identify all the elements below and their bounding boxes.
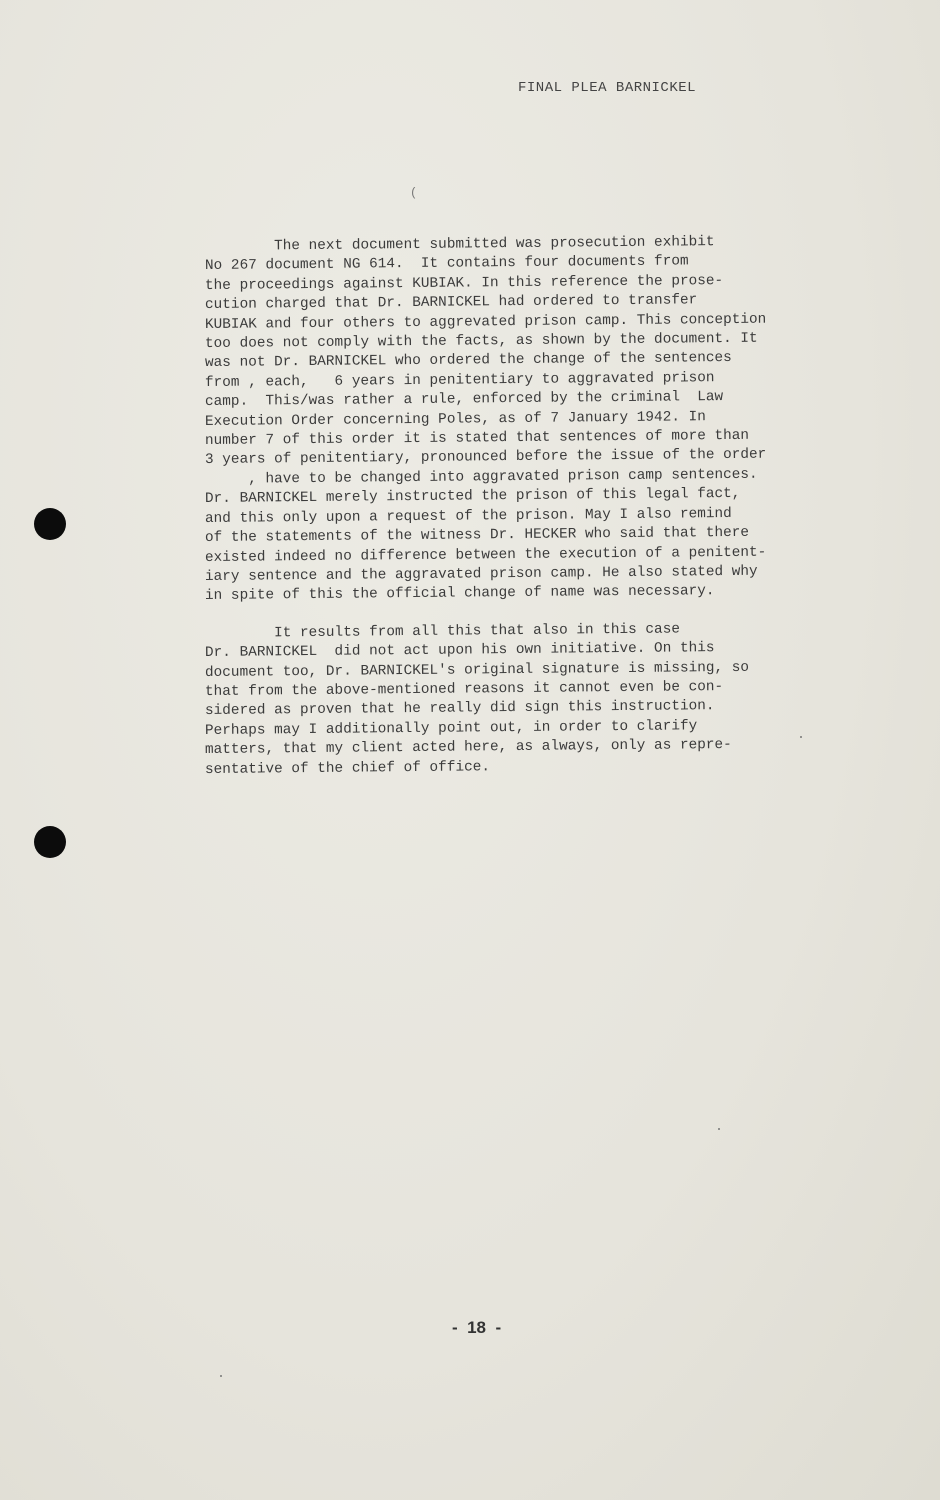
margin-mark: ( — [410, 186, 418, 200]
text-line: number 7 of this order it is stated that sentences of more than — [204, 427, 750, 450]
text-line: too does not comply with the facts, as shown by the document. It — [204, 330, 758, 353]
text-line: It results from all this that also in this case — [204, 621, 681, 642]
paper-speck — [800, 736, 802, 738]
text-line: The next document submitted was prosecution exhibit — [204, 234, 715, 255]
page-number: - 18 - — [452, 1318, 502, 1337]
text-line: and this only upon a request of the prison. May I also remind — [204, 505, 732, 527]
text-line: was not Dr. BARNICKEL who ordered the change of the sentences — [204, 350, 732, 372]
text-line: camp. This/was rather a rule, enforced by the criminal Law — [204, 389, 724, 411]
text-line: , have to be changed into aggravated prison camp sentences. — [204, 466, 758, 488]
text-line: KUBIAK and four others to aggrevated prison camp. This conception — [204, 311, 767, 333]
punch-hole — [34, 826, 66, 858]
text-line: document too, Dr. BARNICKEL's original signature is missing, so — [204, 659, 750, 681]
text-line: of the statements of the witness Dr. HECKER who said that there — [204, 524, 750, 547]
punch-hole — [34, 508, 66, 540]
text-line: Dr. BARNICKEL did not act upon his own initiative. On this — [204, 640, 715, 662]
text-line: Execution Order concerning Poles, as of 7 January 1942. In — [204, 408, 706, 430]
text-line: existed indeed no difference between the execution of a penitent- — [204, 544, 767, 566]
paragraph-2 — [204, 621, 865, 780]
text-line: in spite of this the official change of name was necessary. — [204, 583, 715, 605]
paper-speck — [220, 1375, 222, 1377]
text-line: Perhaps may I additionally point out, in order to clarify — [204, 718, 698, 739]
text-line: 3 years of penitentiary, pronounced before the issue of the order — [204, 447, 767, 469]
text-line: the proceedings against KUBIAK. In this reference the prose- — [204, 272, 724, 294]
text-line: Dr. BARNICKEL merely instructed the prison of this legal fact, — [204, 486, 741, 508]
paper-speck — [718, 1128, 720, 1130]
text-line: matters, that my client acted here, as always, only as repre- — [204, 737, 732, 759]
text-line: that from the above-mentioned reasons it cannot even be con- — [204, 678, 724, 700]
text-line: sidered as proven that he really did sign this instruction. — [204, 698, 715, 720]
text-line: sentative of the chief of office. — [204, 758, 491, 778]
text-line: iary sentence and the aggravated prison camp. He also stated why — [204, 563, 758, 585]
text-line: cution charged that Dr. BARNICKEL had ordered to transfer — [204, 292, 698, 314]
text-line: No 267 document NG 614. It contains four documents from — [204, 253, 689, 275]
document-header: FINAL PLEA BARNICKEL — [518, 80, 697, 96]
document-body — [204, 234, 865, 780]
text-line: from , each, 6 years in penitentiary to aggravated prison — [204, 369, 715, 391]
paragraph-1 — [204, 234, 865, 607]
